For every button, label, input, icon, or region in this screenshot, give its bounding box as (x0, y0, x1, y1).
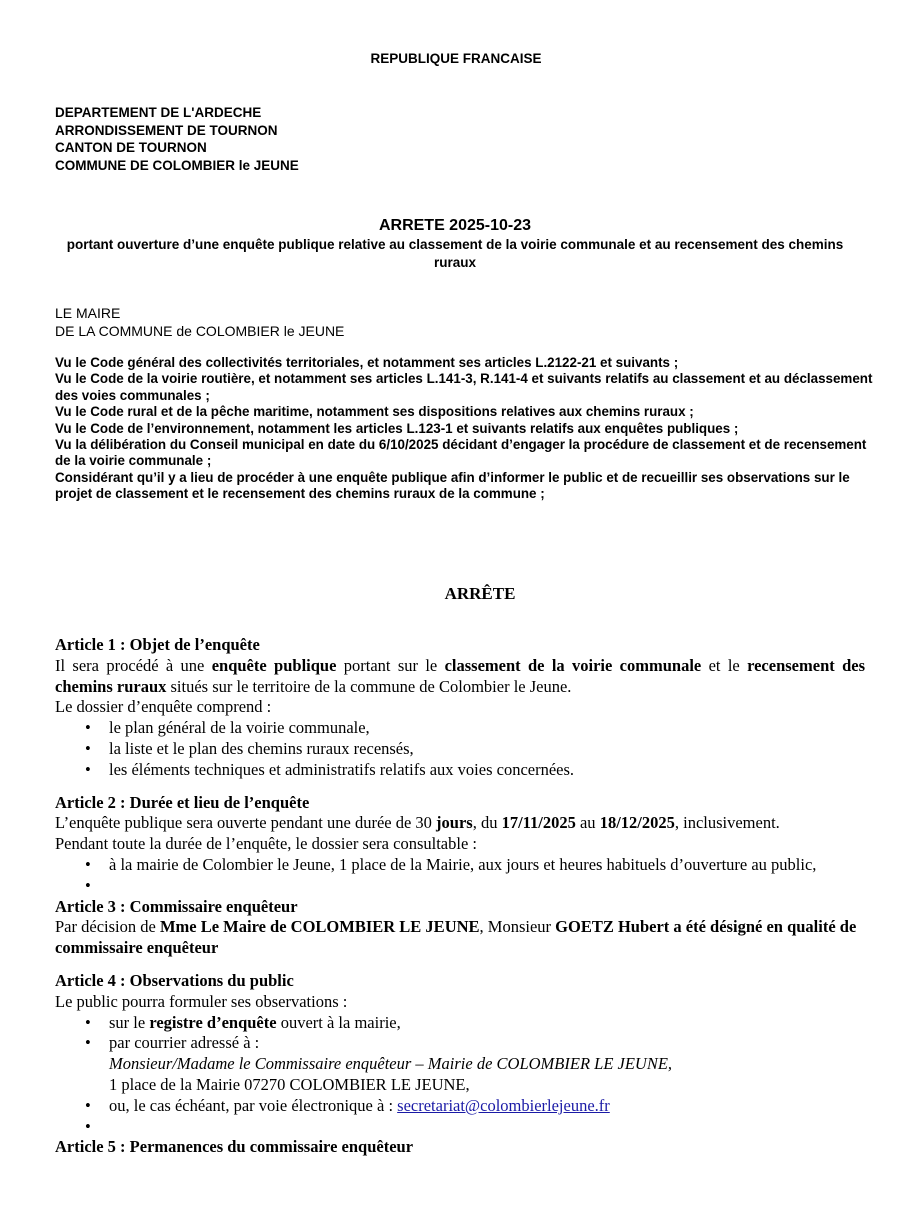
list-item: • la liste et le plan des chemins ruraux recensés, (85, 738, 414, 758)
list-item: • par courrier adressé à : Monsieur/Madame le Commissaire enquêteur – Mairie de COLOMBIER LE JEUNE, 1 place de la Mairie 07270 COLOMBIER LE JEUNE, (85, 1033, 673, 1094)
bullet-icon: • (85, 854, 91, 874)
visa-deliberation: Vu la délibération du Conseil municipal en date du 6/10/2025 décidant d’engager la procédure de classement et de recensement de la voirie communale ; (55, 437, 867, 469)
arrete-heading: ARRÊTE (444, 584, 516, 603)
list-item: • les éléments techniques et administratifs relatifs aux voies concernées. (85, 759, 575, 779)
visas-block (55, 355, 875, 503)
article-2-list (55, 855, 865, 897)
list-item: • sur le registre d’enquête ouvert à la mairie, (85, 1012, 401, 1032)
visa-code-rural: Vu le Code rural et de la pêche maritime, notamment ses dispositions relatives aux chemins ruraux ; (55, 404, 694, 420)
bullet-icon: • (85, 875, 91, 895)
article-1-title: Article 1 : Objet de l’enquête (55, 635, 260, 654)
maire-line-2: DE LA COMMUNE de COLOMBIER le JEUNE (55, 322, 345, 339)
article-3-title: Article 3 : Commissaire enquêteur (55, 896, 298, 916)
mairie-address-line: 1 place de la Mairie 07270 COLOMBIER LE JEUNE, (109, 1074, 470, 1094)
administrative-header (55, 104, 299, 174)
article-4-list (55, 1013, 865, 1138)
admin-line-departement: DEPARTEMENT DE L'ARDECHE (55, 105, 262, 120)
commissaire-address-line: Monsieur/Madame le Commissaire enquêteur – Mairie de COLOMBIER LE JEUNE, (109, 1054, 673, 1074)
list-item: • le plan général de la voirie communale, (85, 718, 370, 738)
maire-line-1: LE MAIRE (55, 305, 121, 321)
republique-heading: REPUBLIQUE FRANCAISE (370, 51, 542, 66)
arrete-title: ARRETE 2025-10-23 (378, 217, 532, 234)
bullet-icon: • (85, 1033, 91, 1053)
bullet-icon: • (85, 1012, 91, 1032)
article-1-list (55, 718, 865, 780)
admin-line-arrondissement: ARRONDISSEMENT DE TOURNON (55, 122, 278, 138)
article-2-consultation-intro: Pendant toute la durée de l’enquête, le dossier sera consultable : (55, 834, 477, 854)
article-5-title: Article 5 : Permanences du commissaire enquêteur (55, 1137, 414, 1157)
bullet-icon: • (85, 718, 91, 738)
article-1-dossier-intro: Le dossier d’enquête comprend : (55, 697, 272, 717)
bullet-icon: • (85, 759, 91, 779)
admin-line-commune: COMMUNE DE COLOMBIER le JEUNE (55, 157, 299, 173)
bullet-icon: • (85, 738, 91, 758)
article-3-paragraph: Par décision de Mme Le Maire de COLOMBIER LE JEUNE, Monsieur GOETZ Hubert a été désigné en qualité de commissaire enquêteur (55, 917, 857, 958)
list-item: • ou, le cas échéant, par voie électronique à : secretariat@colombierlejeune.fr (85, 1095, 610, 1115)
bullet-icon: • (85, 1116, 91, 1136)
visa-code-environnement: Vu le Code de l’environnement, notamment les articles L.123-1 et suivants relatifs aux enquêtes publiques ; (55, 420, 739, 436)
admin-line-canton: CANTON DE TOURNON (55, 140, 207, 155)
article-1-paragraph: Il sera procédé à une enquête publique portant sur le classement de la voirie communale et le recensement des chemins ruraux situés sur le territoire de la commune de Colombier le Jeune. (55, 655, 865, 696)
visa-cgct: Vu le Code général des collectivités territoriales, et notamment ses articles L.2122-21 et suivants ; (55, 355, 679, 370)
visa-voirie-routiere: Vu le Code de la voirie routière, et notamment ses articles L.141-3, R.141-4 et suivants relatifs au classement et au déclassement des voies communales ; (55, 371, 873, 403)
visa-considerant: Considérant qu’il y a lieu de procéder à une enquête publique afin d’informer le public et de recueillir ses observations sur le projet de classement et le recensement des chemins ruraux de la commune ; (55, 469, 850, 502)
article-4-title: Article 4 : Observations du public (55, 970, 294, 990)
email-link[interactable]: secretariat@colombierlejeune.fr (397, 1095, 610, 1115)
bullet-icon: • (85, 1095, 91, 1115)
article-4-intro: Le public pourra formuler ses observations : (55, 991, 348, 1011)
article-2-paragraph: L’enquête publique sera ouverte pendant une durée de 30 jours, du 17/11/2025 au 18/12/2025, inclusivement. (55, 813, 780, 833)
list-item-empty (55, 1117, 865, 1138)
arrete-subtitle: portant ouverture d’une enquête publique relative au classement de la voirie communale et au recensement des chemins ruraux (66, 237, 844, 270)
list-item-empty (55, 876, 865, 897)
article-2-title: Article 2 : Durée et lieu de l’enquête (55, 792, 310, 812)
list-item: • à la mairie de Colombier le Jeune, 1 place de la Mairie, aux jours et heures habituels d’ouverture au public, (85, 854, 817, 874)
articles-body (55, 635, 865, 1158)
maire-block (55, 305, 344, 340)
